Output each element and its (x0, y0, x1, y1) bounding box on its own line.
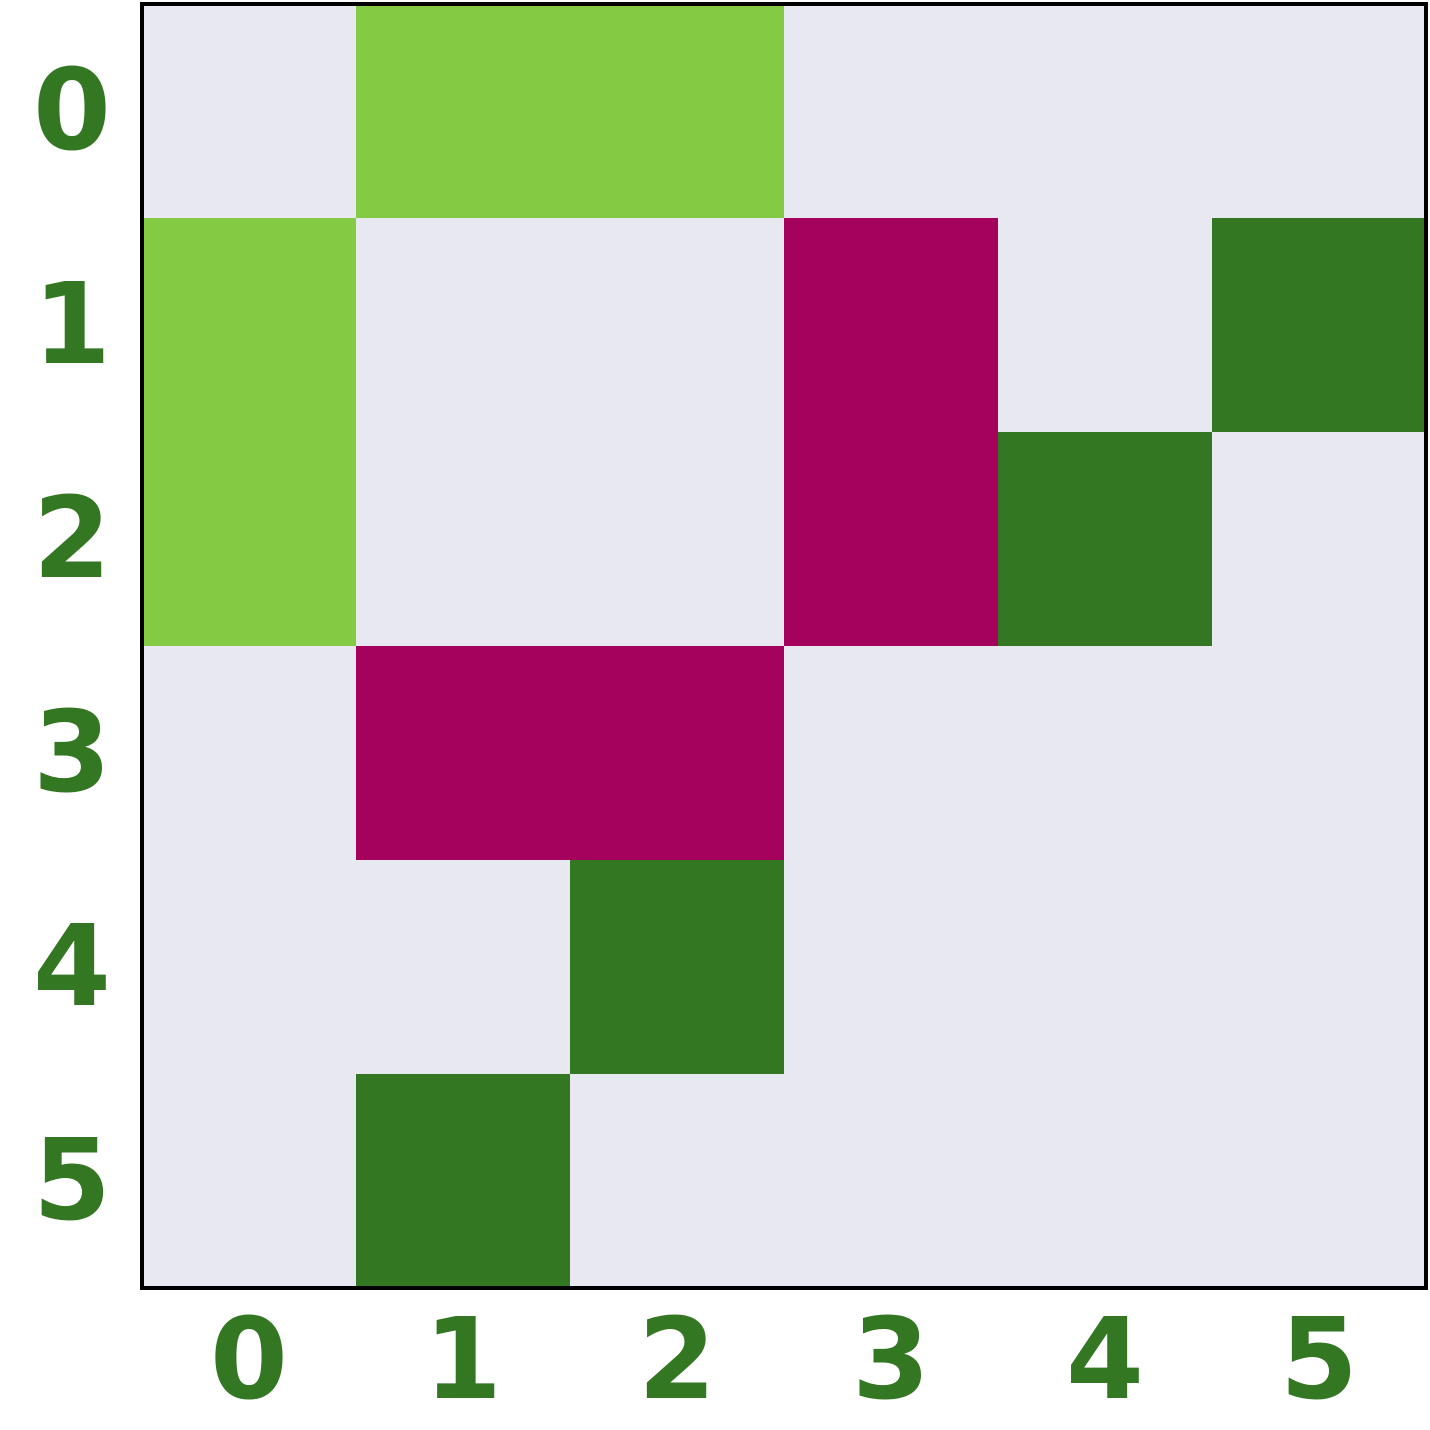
cell-5-0-empty[interactable] (142, 1074, 357, 1289)
column-label-4: 4 (1066, 1295, 1144, 1425)
cell-5-2-empty[interactable] (570, 1074, 785, 1289)
column-labels (210, 1295, 1358, 1425)
cell-0-4-empty[interactable] (998, 4, 1213, 219)
cell-3-3-empty[interactable] (784, 646, 999, 861)
cell-5-5-empty[interactable] (1212, 1074, 1427, 1289)
column-label-1: 1 (424, 1295, 502, 1425)
cell-5-1-dark[interactable] (356, 1074, 571, 1289)
cell-0-2-light[interactable] (570, 4, 785, 219)
column-label-5: 5 (1280, 1295, 1358, 1425)
cell-1-2-empty[interactable] (570, 218, 785, 433)
column-label-0: 0 (210, 1295, 288, 1425)
row-label-1: 1 (33, 260, 111, 390)
row-label-4: 4 (33, 902, 111, 1032)
cell-0-0-empty[interactable] (142, 4, 357, 219)
column-label-3: 3 (852, 1295, 930, 1425)
cell-1-5-dark[interactable] (1212, 218, 1427, 433)
cell-3-2-magenta[interactable] (570, 646, 785, 861)
cell-3-0-empty[interactable] (142, 646, 357, 861)
cell-2-0-light[interactable] (142, 432, 357, 647)
cell-4-1-empty[interactable] (356, 860, 571, 1075)
cell-2-3-magenta[interactable] (784, 432, 999, 647)
cell-4-2-dark[interactable] (570, 860, 785, 1075)
cell-2-4-dark[interactable] (998, 432, 1213, 647)
row-labels (33, 46, 111, 1246)
cell-1-4-empty[interactable] (998, 218, 1213, 433)
row-label-0: 0 (33, 46, 111, 176)
row-label-2: 2 (33, 474, 111, 604)
cell-0-5-empty[interactable] (1212, 4, 1427, 219)
cell-0-1-light[interactable] (356, 4, 571, 219)
cell-2-5-empty[interactable] (1212, 432, 1427, 647)
cell-4-3-empty[interactable] (784, 860, 999, 1075)
cell-layer (142, 4, 1427, 1289)
cell-1-0-light[interactable] (142, 218, 357, 433)
cell-2-2-empty[interactable] (570, 432, 785, 647)
cell-5-3-empty[interactable] (784, 1074, 999, 1289)
cell-4-5-empty[interactable] (1212, 860, 1427, 1075)
cell-0-3-empty[interactable] (784, 4, 999, 219)
cell-2-1-empty[interactable] (356, 432, 571, 647)
row-label-3: 3 (33, 688, 111, 818)
cell-3-5-empty[interactable] (1212, 646, 1427, 861)
cell-5-4-empty[interactable] (998, 1074, 1213, 1289)
row-label-5: 5 (33, 1116, 111, 1246)
cell-1-1-empty[interactable] (356, 218, 571, 433)
column-label-2: 2 (638, 1295, 716, 1425)
cell-4-4-empty[interactable] (998, 860, 1213, 1075)
cell-3-4-empty[interactable] (998, 646, 1213, 861)
cell-3-1-magenta[interactable] (356, 646, 571, 861)
cell-1-3-magenta[interactable] (784, 218, 999, 433)
cell-4-0-empty[interactable] (142, 860, 357, 1075)
